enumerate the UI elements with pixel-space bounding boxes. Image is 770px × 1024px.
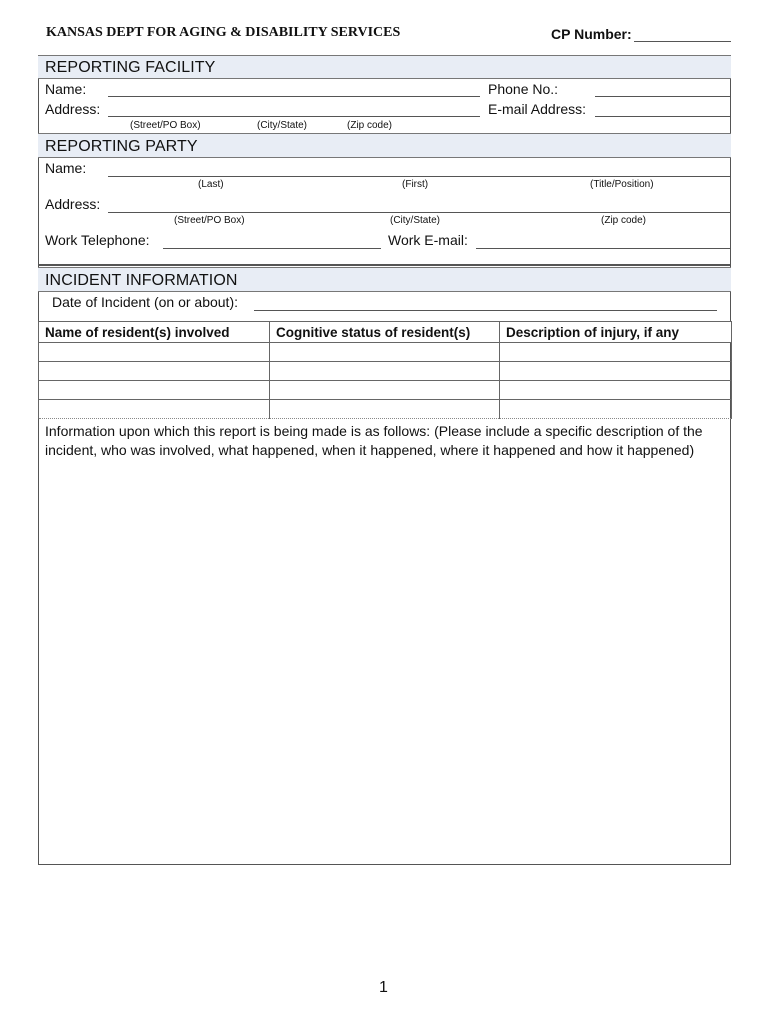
party-last-caption: (Last) xyxy=(198,179,224,190)
work-telephone-label: Work Telephone: xyxy=(45,232,150,248)
table-cell[interactable] xyxy=(39,362,270,381)
party-zip-caption: (Zip code) xyxy=(601,215,647,226)
reporting-facility-header xyxy=(38,55,731,79)
facility-zip-caption: (Zip code) xyxy=(347,120,393,131)
table-row xyxy=(39,400,732,419)
agency-title: KANSAS DEPT FOR AGING & DISABILITY SERVICES xyxy=(46,25,401,40)
table-row xyxy=(39,381,732,400)
table-cell[interactable] xyxy=(500,381,732,400)
work-telephone-field[interactable] xyxy=(163,248,381,249)
facility-address-field[interactable] xyxy=(108,116,480,117)
table-cell[interactable] xyxy=(39,343,270,362)
party-city-caption: (City/State) xyxy=(390,215,441,226)
incident-title: INCIDENT INFORMATION xyxy=(45,272,238,289)
reporting-party-title: REPORTING PARTY xyxy=(45,138,198,155)
work-email-label: Work E-mail: xyxy=(388,232,468,248)
facility-phone-label: Phone No.: xyxy=(488,81,559,97)
incident-info-instructions: Information upon which this report is being made is as follows: (Please include a specific description of the incident, who was involved, what happened, when it happened, where it happened and how it happened) xyxy=(45,423,703,458)
table-row xyxy=(39,362,732,381)
incident-header xyxy=(38,267,731,292)
party-street-caption: (Street/PO Box) xyxy=(174,215,245,226)
party-name-label: Name: xyxy=(45,160,87,176)
table-cell[interactable] xyxy=(270,362,500,381)
table-cell[interactable] xyxy=(270,381,500,400)
page-number: 1 xyxy=(379,979,388,996)
incident-description-area[interactable] xyxy=(40,462,729,862)
facility-address-label: Address: xyxy=(45,101,101,117)
table-cell[interactable] xyxy=(270,400,500,419)
reporting-facility-title: REPORTING FACILITY xyxy=(45,59,216,76)
party-title-caption: (Title/Position) xyxy=(590,179,654,190)
facility-city-caption: (City/State) xyxy=(257,120,308,131)
table-row xyxy=(39,343,732,362)
work-email-field[interactable] xyxy=(476,248,730,249)
table-cell[interactable] xyxy=(500,400,732,419)
facility-phone-field[interactable] xyxy=(595,96,730,97)
col-injury-description: Description of injury, if any xyxy=(500,322,732,343)
table-cell[interactable] xyxy=(270,343,500,362)
table-header-row xyxy=(39,322,732,343)
table-cell[interactable] xyxy=(500,362,732,381)
party-first-caption: (First) xyxy=(402,179,429,190)
col-resident-name: Name of resident(s) involved xyxy=(39,322,270,343)
party-address-field[interactable] xyxy=(108,212,730,213)
party-address-label: Address: xyxy=(45,196,101,212)
incident-date-field[interactable] xyxy=(254,310,717,311)
facility-street-caption: (Street/PO Box) xyxy=(130,120,201,131)
table-cell[interactable] xyxy=(500,343,732,362)
facility-name-label: Name: xyxy=(45,81,87,97)
party-name-field[interactable] xyxy=(108,176,730,177)
col-cognitive-status: Cognitive status of resident(s) xyxy=(270,322,500,343)
facility-name-field[interactable] xyxy=(108,96,480,97)
residents-table xyxy=(38,321,732,419)
cp-number-label: CP Number: xyxy=(551,26,632,42)
reporting-party-header xyxy=(38,133,731,158)
facility-email-label: E-mail Address: xyxy=(488,101,587,117)
table-cell[interactable] xyxy=(39,381,270,400)
cp-number-field[interactable] xyxy=(634,41,731,42)
incident-date-label: Date of Incident (on or about): xyxy=(52,294,238,310)
table-cell[interactable] xyxy=(39,400,270,419)
facility-email-field[interactable] xyxy=(595,116,730,117)
